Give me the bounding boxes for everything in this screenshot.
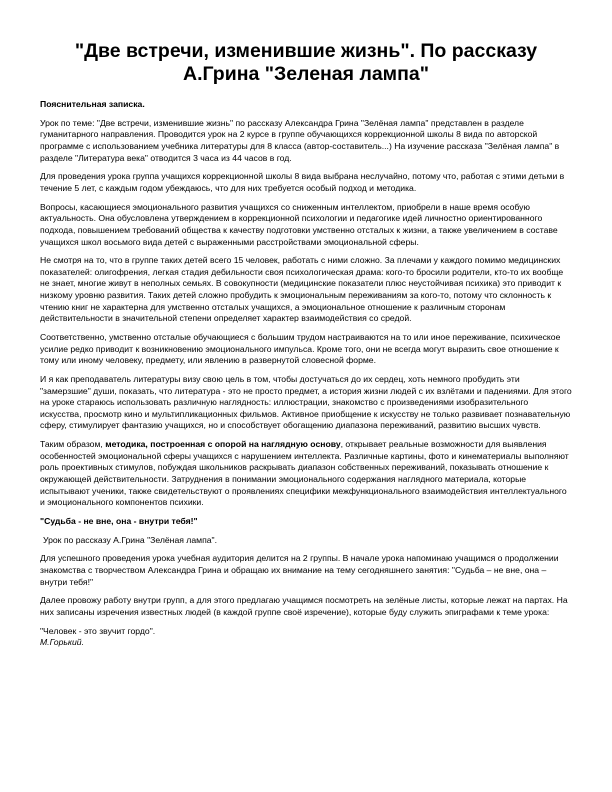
paragraph-7-start: Таким образом, xyxy=(40,439,106,450)
paragraph-2: Для проведения урока группа учащихся коррекционной школы 8 вида выбрана неслучайно, потому что, работая с этими детьми в течение 5 лет, с каждым годом убеждаюсь, что для них требуется особый подход и методика. xyxy=(40,171,565,193)
epigraph-quote: "Человек - это звучит гордо". xyxy=(40,625,156,636)
lesson-motto: "Судьба - не вне, она - внутри тебя!" xyxy=(40,515,198,526)
paragraph-5: Соответственно, умственно отсталые обучающиеся с большим трудом настраиваются на то или иное переживание, психическое усилие редко приводит к возникновению эмоционального импульса. Кроме того, они не всегда могут выразить свое отношение к тому или иному человеку, предмету, или явлению в развернутой словесной форме. xyxy=(40,332,561,366)
paragraph-7-emphasis: методика, построенная с опорой на наглядную основу xyxy=(105,439,341,450)
document-title xyxy=(40,40,572,86)
title-line-2: А.Грина "Зеленая лампа" xyxy=(183,63,429,85)
paragraph-4: Не смотря на то, что в группе таких детей всего 15 человек, работать с ними сложно. За плечами у каждого помимо медицинских показателей: олигофрения, легкая стадия дебильности своя психологическая драма: кого-то бросили родители, кто-то их вообще не знает, многие живут в неполных семьях. В совокупности (медицинские показатели плюс неустойчивая психика) это приводит к низкому уровню развития. Таких детей сложно пробудить к эмоциональным переживаниям за кого-то, потому что склонность к чтению книг не характерна для умственно отсталых учащихся, а эмоциональное отношение к различным сторонам действительности в значительной степени определяет характер взаимодействия со средой. xyxy=(40,255,564,324)
epigraph-author: М.Горький. xyxy=(40,637,84,648)
title-line-1: "Две встречи, изменившие жизнь". По рассказу xyxy=(74,40,538,62)
lesson-line: Урок по рассказу А.Грина "Зелёная лампа". xyxy=(43,534,217,545)
paragraph-7 xyxy=(40,439,572,509)
paragraph-6: И я как преподаватель литературы визу свою цель в том, чтобы достучаться до их сердец, хоть немного пробудить эти "замерзшие" души, показать, что литература - это не просто предмет, а история жизни людей с их взлётами и падениями. Для этого на уроке стараюсь использовать различную наглядность: иллюстрации, знакомство с произведениями изобразительного искусства, просмотр кино и мультипликационных фильмов. Активное приобщение к искусству не только развивает познавательную сферу, стимулирует фантазию учащихся, но и способствует обогащению диапазона переживаний, развитию высших чувств. xyxy=(40,374,572,431)
paragraph-work: Далее провожу работу внутри групп, а для этого предлагаю учащимся посмотреть на зелёные листы, которые лежат на партах. На них записаны изречения известных людей (в каждой группе своё изречение), которые буду служить эпиграфами к теме урока: xyxy=(40,595,568,618)
paragraph-groups: Для успешного проведения урока учебная аудитория делится на 2 группы. В начале урока напоминаю учащимся о продолжении знакомства с творчеством Александра Грина и обращаю их внимание на тему сегодняшнего занятия: "Судьба – не вне, она – внутри тебя!" xyxy=(40,553,559,587)
paragraph-7-end: , открывает реальные возможности для выявления особенностей эмоциональной сферы учащихся с нарушением интеллекта. Различные картины, фото и кинематериалы выполняют роль проективных стимулов, побуждая школьников раскрывать диапазон собственных переживаний, показывать отношение к окружающей действительности. Затруднения в понимании эмоционального содержания наглядного материала, которые испытывают ученики, также свидетельствуют о проявлениях специфики межфункционального взаимодействия интеллектуального и эмоционального компонентов психики. xyxy=(40,439,569,508)
paragraph-1: Урок по теме: "Две встречи, изменившие жизнь" по рассказу Александра Грина "Зелёная лампа" представлен в разделе гуманитарного направления. Проводится урок на 2 курсе в группе обучающихся коррекционной школы 8 вида по авторской программе с использованием учебника литературы для 8 класса (автор-составитель...) На изучение рассказа "Зелёная лампа" в разделе "Литература века" отводится 3 часа из 44 часов в год. xyxy=(40,117,560,163)
explanatory-note-heading: Пояснительная записка. xyxy=(40,99,145,109)
paragraph-3: Вопросы, касающиеся эмоционального развития учащихся со сниженным интеллектом, приобрели в наше время особую актуальность. Она обусловлена утверждением в коррекционной психологии и педагогике идей личностно ориентированного подхода, повышением требований общества к качеству подготовки умственно отсталых к жизни, а также увеличением в составе учащихся школ восьмого вида детей с выраженными расстройствами эмоциональной сферы. xyxy=(40,201,558,247)
